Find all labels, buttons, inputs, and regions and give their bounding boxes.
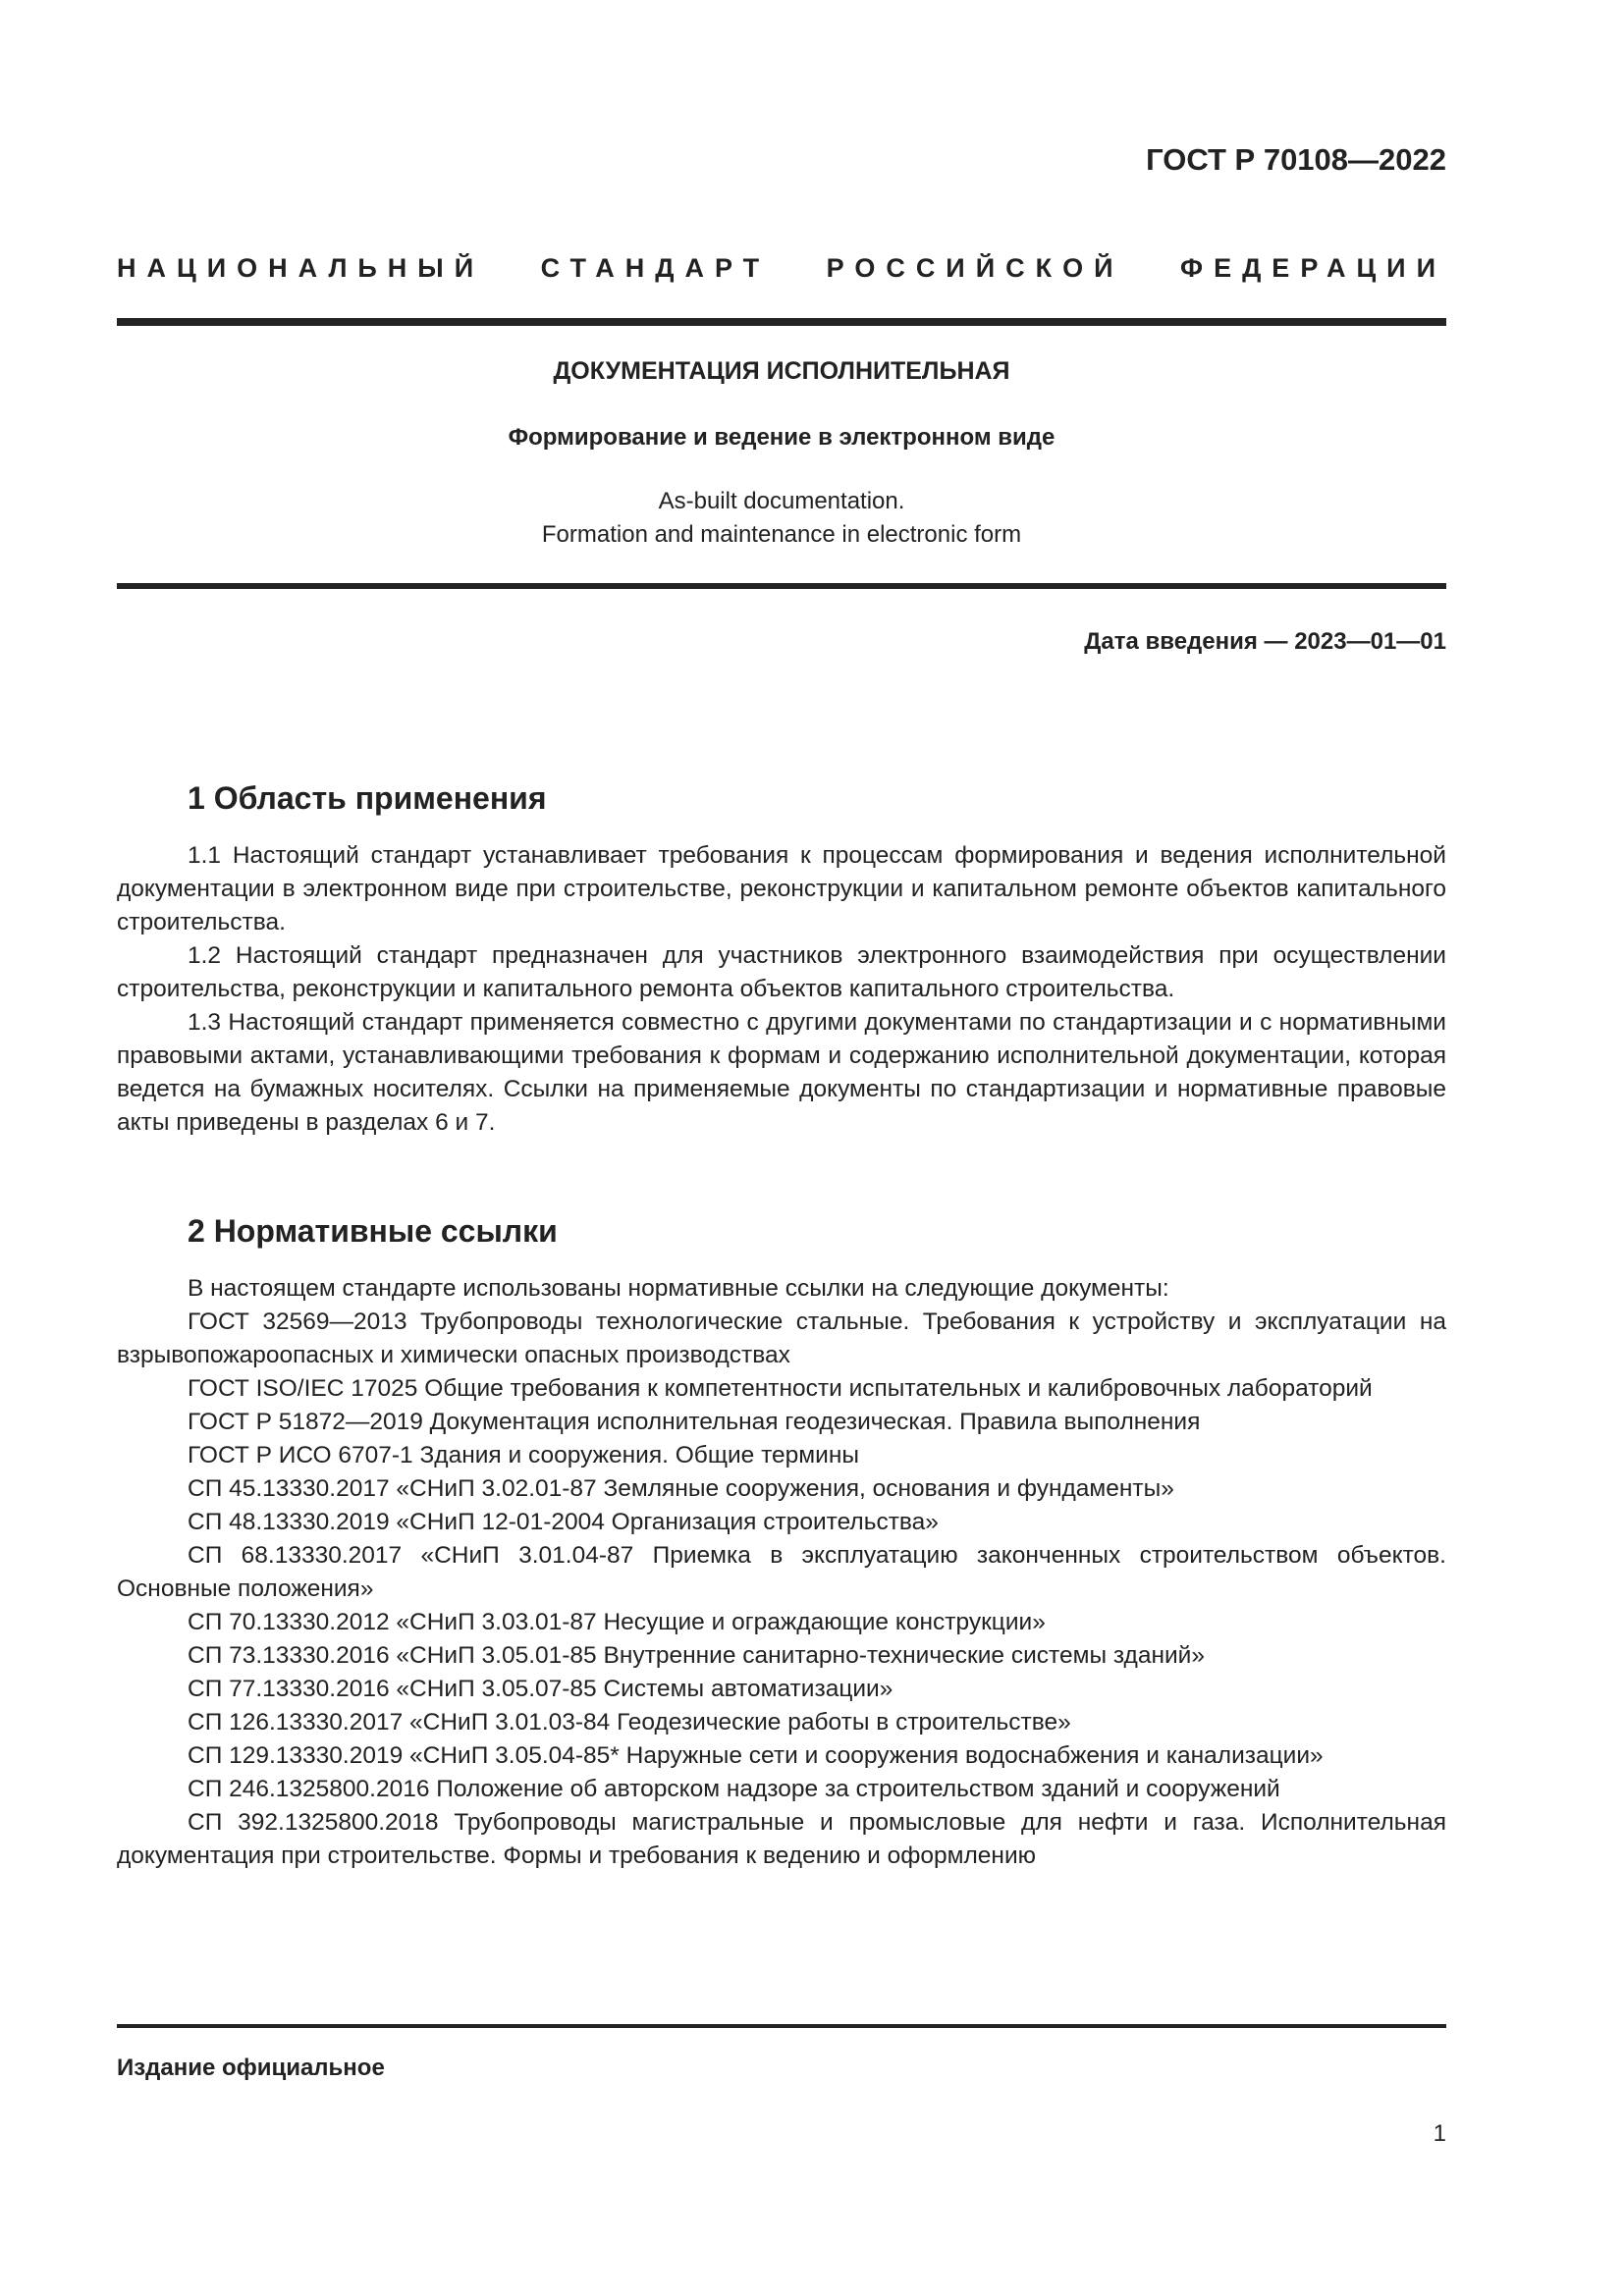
introduction-date: Дата введения — 2023—01—01: [1084, 628, 1446, 655]
reference-item: СП 45.13330.2017 «СНиП 3.02.01-87 Земляные сооружения, основания и фундаменты»: [188, 1475, 1174, 1502]
reference-item: СП 68.13330.2017 «СНиП 3.01.04-87 Приемка в эксплуатацию законченных строительством объектов. Основные положения»: [117, 1542, 1446, 1602]
reference-item: СП 246.1325800.2016 Положение об авторском надзоре за строительством зданий и сооружений: [188, 1776, 1280, 1802]
reference-item: СП 126.13330.2017 «СНиП 3.01.03-84 Геодезические работы в строительстве»: [188, 1709, 1071, 1735]
reference-item: СП 129.13330.2019 «СНиП 3.05.04-85* Наружные сети и сооружения водоснабжения и канализации»: [188, 1742, 1324, 1769]
paragraph-1-3: 1.3 Настоящий стандарт применяется совместно с другими документами по стандартизации и с нормативными правовыми актами, устанавливающими требования к формам и содержанию исполнительной документации, которая ведется на бумажных носителях. Ссылки на применяемые документы по стандартизации и нормативные правовые акты приведены в разделах 6 и 7.: [117, 1009, 1446, 1136]
reference-item: ГОСТ ISO/IEC 17025 Общие требования к компетентности испытательных и калибровочных лабораторий: [188, 1375, 1373, 1402]
paragraph-1-2: 1.2 Настоящий стандарт предназначен для участников электронного взаимодействия при осуществлении строительства, реконструкции и капитального ремонта объектов капитального строительства.: [117, 942, 1446, 1002]
header-rule: [117, 318, 1446, 326]
document-title: ДОКУМЕНТАЦИЯ ИСПОЛНИТЕЛЬНАЯ: [553, 357, 1010, 385]
reference-item: СП 77.13330.2016 «СНиП 3.05.07-85 Системы автоматизации»: [188, 1676, 893, 1702]
reference-item: СП 392.1325800.2018 Трубопроводы магистральные и промысловые для нефти и газа. Исполнительная документация при строительстве. Формы и требования к ведению и оформлению: [117, 1809, 1446, 1869]
document-code: ГОСТ Р 70108—2022: [1146, 142, 1446, 177]
english-title: [117, 485, 1446, 552]
page-number: 1: [1433, 2120, 1446, 2147]
title-rule: [117, 583, 1446, 589]
paragraph-1-1: 1.1 Настоящий стандарт устанавливает требования к процессам формирования и ведения исполнительной документации в электронном виде при строительстве, реконструкции и капитальном ремонте объектов капитального строительства.: [117, 842, 1446, 935]
references-intro: В настоящем стандарте использованы нормативные ссылки на следующие документы:: [188, 1275, 1169, 1302]
section-1-heading: 1 Область применения: [188, 780, 547, 816]
reference-item: СП 70.13330.2012 «СНиП 3.03.01-87 Несущие и ограждающие конструкции»: [188, 1609, 1046, 1635]
document-subtitle: Формирование и ведение в электронном виде: [508, 424, 1056, 451]
official-edition-label: Издание официальное: [117, 2055, 385, 2081]
reference-item: ГОСТ Р ИСО 6707-1 Здания и сооружения. Общие термины: [188, 1442, 859, 1468]
reference-item: СП 73.13330.2016 «СНиП 3.05.01-85 Внутренние санитарно-технические системы зданий»: [188, 1642, 1205, 1669]
footer-rule: [117, 2024, 1446, 2028]
english-title-line-2: Formation and maintenance in electronic form: [541, 521, 1022, 548]
section-2-body: [117, 1272, 1446, 1873]
section-2-heading: 2 Нормативные ссылки: [188, 1213, 558, 1249]
document-page: [117, 0, 1446, 2296]
reference-item: ГОСТ 32569—2013 Трубопроводы технологические стальные. Требования к устройству и эксплуатации на взрывопожароопасных и химически опасных производствах: [117, 1308, 1446, 1368]
reference-item: ГОСТ Р 51872—2019 Документация исполнительная геодезическая. Правила выполнения: [188, 1409, 1201, 1435]
national-standard-header: НАЦИОНАЛЬНЫЙ СТАНДАРТ РОССИЙСКОЙ ФЕДЕРАЦИИ: [117, 253, 1446, 283]
section-1-body: [117, 839, 1446, 1140]
reference-item: СП 48.13330.2019 «СНиП 12-01-2004 Организация строительства»: [188, 1509, 939, 1535]
english-title-line-1: As-built documentation.: [658, 488, 905, 514]
